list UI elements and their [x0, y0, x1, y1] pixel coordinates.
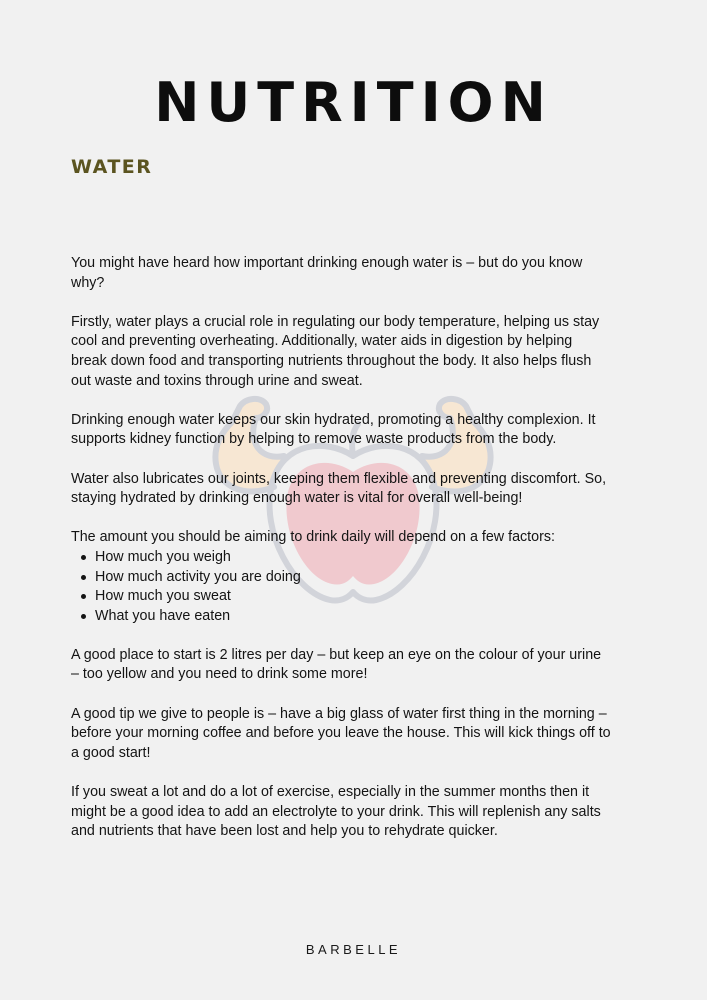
list-item: What you have eaten — [95, 607, 611, 627]
temperature-digestion-paragraph: Firstly, water plays a crucial role in regulating our body temperature, helping us stay cool and preventing overheating. Additionally, water aids in digestion by helping break down food and transporting nutrients throughout the body. It also helps flush out waste and toxins through urine and sweat. — [71, 313, 600, 389]
factors-intro-paragraph: The amount you should be aiming to drink daily will depend on a few factors: — [71, 529, 555, 546]
section-heading: WATER — [71, 156, 153, 178]
daily-amount-paragraph: A good place to start is 2 litres per day – but keep an eye on the colour of your urine – too yellow and you need to drink some more! — [71, 646, 602, 683]
article-body — [71, 254, 611, 861]
morning-tip-paragraph: A good tip we give to people is – have a big glass of water first thing in the morning – before your morning coffee and before you leave the house. This will kick things off to a good start! — [71, 705, 611, 761]
skin-kidney-paragraph: Drinking enough water keeps our skin hydrated, promoting a healthy complexion. It supports kidney function by helping to remove waste products from the body. — [71, 411, 596, 448]
factors-list — [71, 548, 611, 626]
list-item: How much you weigh — [95, 548, 611, 568]
brand-footer: BARBELLE — [305, 942, 402, 957]
page-title: NUTRITION — [154, 71, 553, 134]
electrolyte-paragraph: If you sweat a lot and do a lot of exercise, especially in the summer months then it might be a good idea to add an electrolyte to your drink. This will replenish any salts and nutrients that have been lost and help you to rehydrate quicker. — [71, 784, 601, 840]
joints-paragraph: Water also lubricates our joints, keeping them flexible and preventing discomfort. So, staying hydrated by drinking enough water is vital for overall well-being! — [71, 470, 607, 507]
list-item: How much activity you are doing — [95, 568, 611, 588]
list-item: How much you sweat — [95, 587, 611, 607]
intro-paragraph: You might have heard how important drinking enough water is – but do you know why? — [71, 255, 583, 291]
